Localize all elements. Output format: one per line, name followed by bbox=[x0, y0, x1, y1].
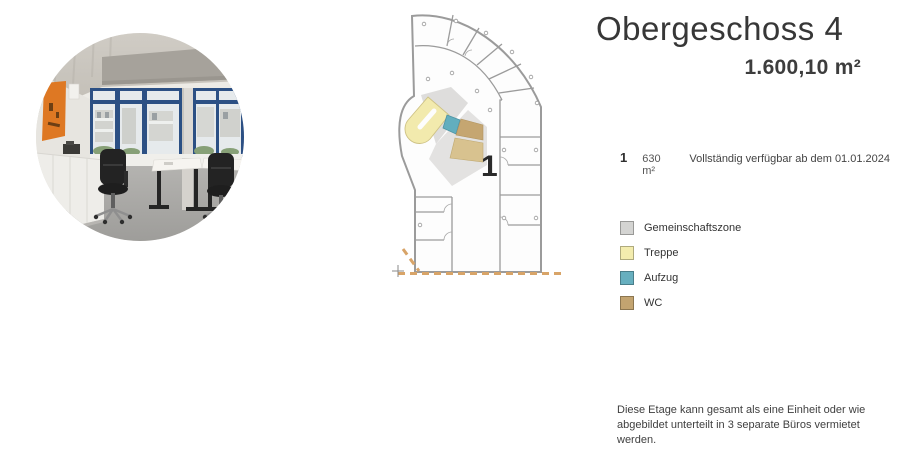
floor-note-line2: abgebildet unterteilt in 3 separate Büros vermietet werden. bbox=[617, 419, 860, 446]
legend-swatch-treppe bbox=[620, 246, 634, 260]
wall-frame bbox=[69, 84, 79, 99]
legend-item-aufzug bbox=[620, 271, 741, 285]
legend-label: Aufzug bbox=[644, 272, 679, 284]
floor-plan-image bbox=[388, 5, 566, 290]
plan-unit-label: 1 bbox=[481, 150, 498, 183]
office-chair-right bbox=[203, 153, 239, 224]
legend-swatch-wc bbox=[620, 296, 634, 310]
office-photo bbox=[36, 33, 244, 241]
legend-swatch-aufzug bbox=[620, 271, 634, 285]
survey-marker bbox=[392, 265, 404, 277]
legend-item-gemeinschaftszone bbox=[620, 221, 741, 235]
office-photo-image bbox=[36, 33, 244, 241]
legend-item-treppe bbox=[620, 246, 741, 260]
legend-item-wc bbox=[620, 296, 741, 310]
legend-label: Gemeinschaftszone bbox=[644, 222, 742, 234]
page-title: Obergeschoss 4 bbox=[596, 10, 844, 47]
orange-pinboard bbox=[42, 81, 66, 141]
legend-label: Treppe bbox=[644, 247, 679, 259]
unit-availability: Vollständig verfügbar ab dem 01.01.2024 bbox=[689, 153, 890, 165]
floor-plan bbox=[388, 5, 566, 290]
floor-note-line1: Diese Etage kann gesamt als eine Einheit oder wie bbox=[617, 404, 866, 416]
unit-info-row bbox=[620, 150, 890, 177]
window-wall bbox=[90, 88, 244, 158]
total-area: 1.600,10 m² bbox=[744, 56, 861, 79]
legend-label: WC bbox=[644, 297, 663, 309]
unit-number: 1 bbox=[620, 150, 628, 165]
unit-area: 630 m² bbox=[642, 153, 661, 177]
pillar-shade bbox=[182, 88, 184, 158]
legend bbox=[620, 221, 741, 321]
floor-note bbox=[617, 403, 872, 448]
header bbox=[596, 10, 861, 80]
legend-swatch-gemeinschaftszone bbox=[620, 221, 634, 235]
